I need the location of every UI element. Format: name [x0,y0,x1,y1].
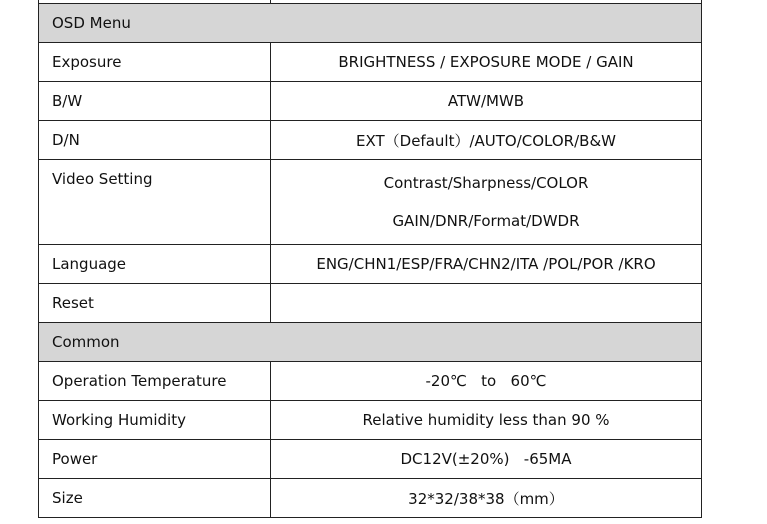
row-value: EXT（Default）/AUTO/COLOR/B&W [271,121,702,160]
row-value: BRIGHTNESS / EXPOSURE MODE / GAIN [271,43,702,82]
row-label: D/N [39,121,271,160]
row-label: B/W [39,82,271,121]
table-row [39,440,702,479]
row-label: Video Setting [39,160,271,245]
section-header-osd-menu [39,4,702,43]
row-label: Language [39,245,271,284]
table-row [39,160,702,245]
row-label: Operation Temperature [39,362,271,401]
table-row [39,479,702,518]
section-header-common [39,323,702,362]
row-value-multiline [271,160,702,245]
table-row [39,284,702,323]
row-value: -20℃ to 60℃ [271,362,702,401]
section-title: Common [39,323,702,362]
row-value [271,284,702,323]
row-label: Exposure [39,43,271,82]
row-value-line: Contrast/Sharpness/COLOR [383,174,589,192]
section-title: OSD Menu [39,4,702,43]
row-value: 32*32/38*38（mm） [271,479,702,518]
row-value: ATW/MWB [271,82,702,121]
row-value: DC12V(±20%) -65MA [271,440,702,479]
row-label: Working Humidity [39,401,271,440]
table-row [39,362,702,401]
row-value: Relative humidity less than 90 % [271,401,702,440]
table-row [39,43,702,82]
table-row [39,401,702,440]
table-row [39,121,702,160]
row-value: ENG/CHN1/ESP/FRA/CHN2/ITA /POL/POR /KRO [271,245,702,284]
row-label: Power [39,440,271,479]
table-row [39,82,702,121]
table-row [39,245,702,284]
spec-table [38,0,702,518]
row-label: Reset [39,284,271,323]
row-label: Size [39,479,271,518]
row-value-line: GAIN/DNR/Format/DWDR [392,212,580,230]
